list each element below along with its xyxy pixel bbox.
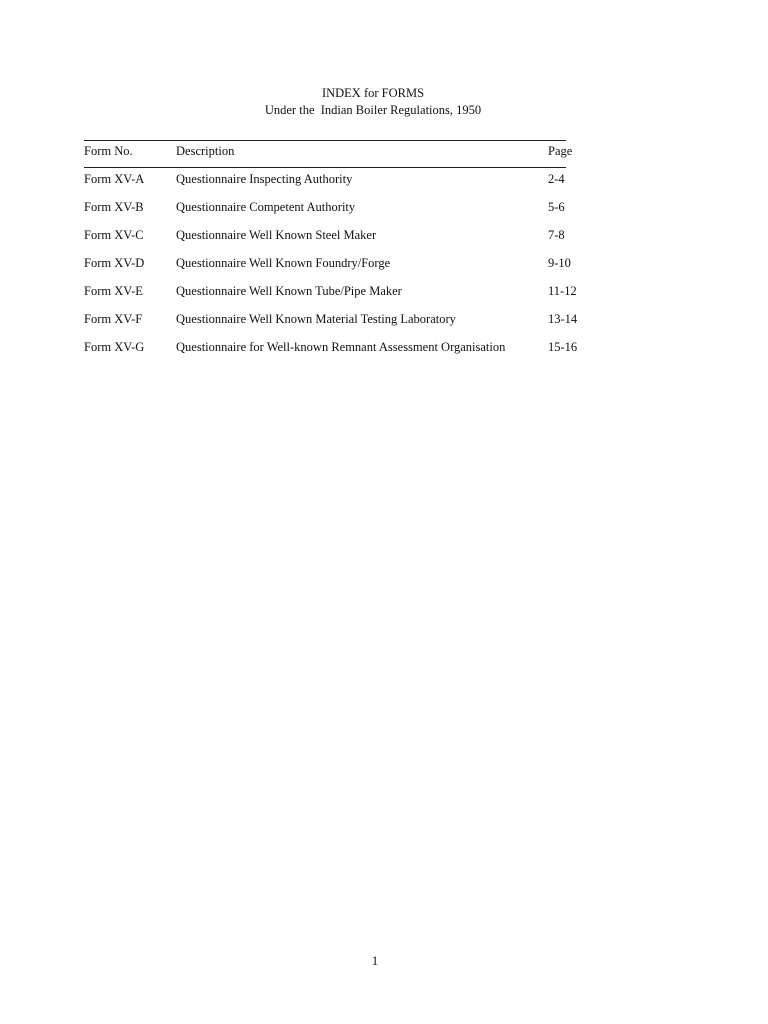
form-page-range: 9-10: [548, 256, 571, 270]
form-number: Form XV-G: [84, 340, 145, 354]
header-bottom-rule: [84, 167, 566, 168]
form-number: Form XV-C: [84, 228, 144, 242]
form-description: Questionnaire Competent Authority: [176, 200, 356, 214]
form-number: Form XV-B: [84, 200, 144, 214]
table-row: [84, 254, 574, 272]
form-page-range: 5-6: [548, 200, 565, 214]
column-header-description: Description: [176, 144, 235, 158]
column-header-form-no: Form No.: [84, 144, 133, 158]
form-number: Form XV-D: [84, 256, 145, 270]
page-number: 1: [371, 954, 379, 968]
table-row: [84, 170, 574, 188]
form-page-range: 7-8: [548, 228, 565, 242]
table-row: [84, 310, 578, 328]
table-header-row: [84, 142, 574, 160]
table-row: [84, 338, 578, 356]
form-page-range: 13-14: [548, 312, 578, 326]
title-block: [0, 85, 746, 119]
form-page-range: 2-4: [548, 172, 565, 186]
table-row: [84, 198, 574, 216]
form-number: Form XV-F: [84, 312, 143, 326]
form-description: Questionnaire Well Known Tube/Pipe Maker: [176, 284, 402, 298]
form-description: Questionnaire Inspecting Authority: [176, 172, 353, 186]
form-description: Questionnaire Well Known Material Testing Laboratory: [176, 312, 456, 326]
document-title: INDEX for FORMS: [321, 86, 425, 100]
table-row: [84, 226, 574, 244]
form-description: Questionnaire Well Known Foundry/Forge: [176, 256, 391, 270]
header-top-rule: [84, 140, 566, 141]
form-number: Form XV-A: [84, 172, 145, 186]
form-page-range: 11-12: [548, 284, 577, 298]
form-description: Questionnaire Well Known Steel Maker: [176, 228, 377, 242]
column-header-page: Page: [548, 144, 573, 158]
form-description: Questionnaire for Well-known Remnant Assessment Organisation: [176, 340, 506, 354]
table-row: [84, 282, 577, 300]
form-number: Form XV-E: [84, 284, 143, 298]
document-subtitle: Under the Indian Boiler Regulations, 1950: [264, 103, 482, 117]
form-page-range: 15-16: [548, 340, 578, 354]
